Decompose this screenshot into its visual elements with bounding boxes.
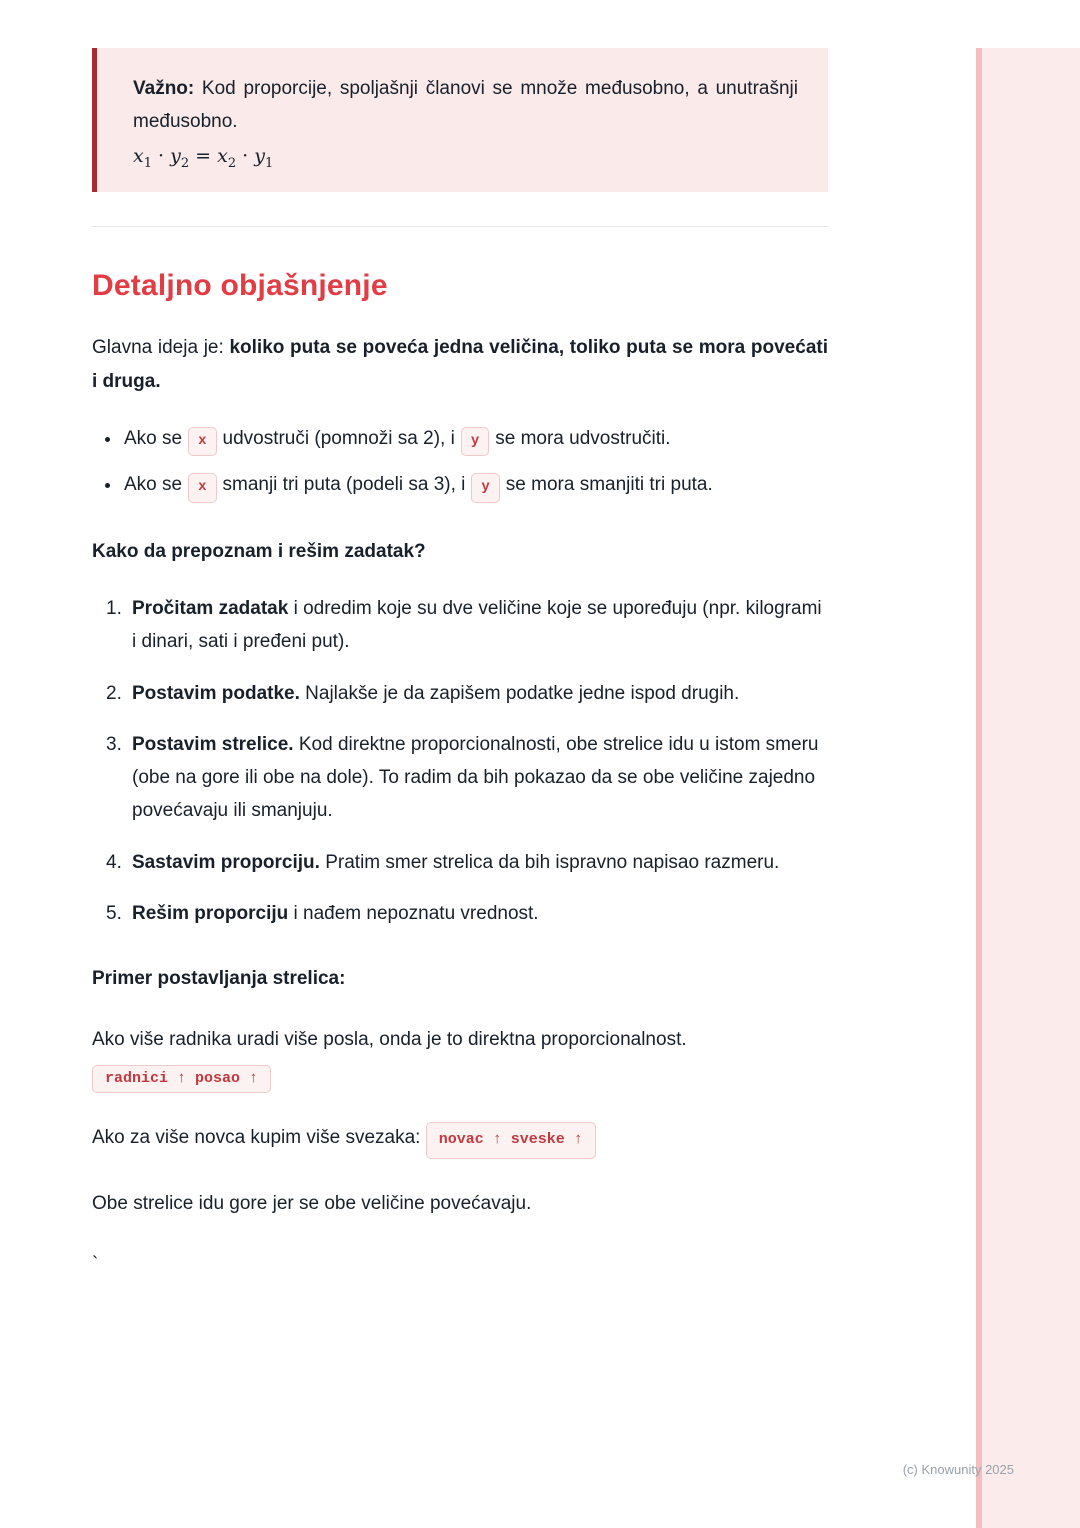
- bullet-item: • Ako se x smanji tri puta (podeli sa 3), i y se mora smanjiti tri puta.: [122, 468, 828, 503]
- variable-chip-y: y: [471, 473, 499, 503]
- steps-subtitle: Kako da prepoznam i rešim zadatak?: [92, 540, 426, 562]
- example-chip-novac-sveske: novac ↑ sveske ↑: [426, 1122, 596, 1159]
- step-number: 3.: [106, 733, 122, 755]
- intro-bold: koliko puta se poveća jedna veličina, toliko puta se mora povećati i druga.: [92, 337, 828, 392]
- stray-backtick: `: [92, 1254, 99, 1276]
- watermark: (c) Knowunity 2025: [902, 1462, 1014, 1477]
- step-item: 5. Rešim proporciju i nađem nepoznatu vrednost.: [106, 897, 828, 930]
- intro-paragraph: [92, 331, 828, 398]
- bullet-list: [92, 422, 828, 503]
- section-divider: [92, 226, 828, 227]
- variable-chip-x: x: [188, 473, 216, 503]
- intro-normal: Glavna ideja je:: [92, 337, 230, 359]
- step-number: 4.: [106, 851, 122, 873]
- step-number: 1.: [106, 598, 122, 620]
- example2-paragraph: Ako za više novca kupim više svezaka: novac ↑ sveske ↑: [92, 1121, 828, 1159]
- callout-body: Kod proporcije, spoljašnji članovi se množe međusobno, a unutrašnji međusobno.: [133, 78, 798, 133]
- example1-paragraph: Ako više radnika uradi više posla, onda je to direktna proporcionalnost.: [92, 1029, 687, 1051]
- important-callout: [92, 48, 828, 192]
- variable-chip-y: y: [461, 427, 489, 457]
- example1-chip-line: [92, 1065, 828, 1093]
- step-item: 2. Postavim podatke. Najlakše je da zapišem podatke jedne ispod drugih.: [106, 677, 828, 710]
- step-number: 5.: [106, 902, 122, 924]
- side-strip: [976, 48, 1080, 1528]
- proportion-formula: $x_1 \cdot y_2 = x_2 \cdot y_1$: [133, 144, 274, 171]
- callout-text: [133, 72, 798, 139]
- content-column: [92, 48, 828, 1276]
- step-item: 3. Postavim strelice. Kod direktne proporcionalnosti, obe strelice idu u istom smeru (obe na gore ili obe na dole). To radim da bih pokazao da se obe veličine zajedno povećavaju ili smanjuju.: [106, 728, 828, 828]
- callout-label: Važno:: [133, 78, 195, 99]
- step-number: 2.: [106, 682, 122, 704]
- section-heading: Detaljno objašnjenje: [92, 269, 388, 303]
- variable-chip-x: x: [188, 427, 216, 457]
- example-chip-radnici-posao: radnici ↑ posao ↑: [92, 1065, 271, 1093]
- step-item: 1. Pročitam zadatak i odredim koje su dve veličine koje se upoređuju (npr. kilogrami i dinari, sati i pređeni put).: [106, 592, 828, 659]
- steps-list: [92, 592, 828, 930]
- example-subtitle: Primer postavljanja strelica:: [92, 968, 346, 990]
- bullet-item: • Ako se x udvostruči (pomnoži sa 2), i y se mora udvostručiti.: [122, 422, 828, 457]
- closing-paragraph: Obe strelice idu gore jer se obe veličine povećavaju.: [92, 1192, 532, 1214]
- step-item: 4. Sastavim proporciju. Pratim smer strelica da bih ispravno napisao razmeru.: [106, 846, 828, 879]
